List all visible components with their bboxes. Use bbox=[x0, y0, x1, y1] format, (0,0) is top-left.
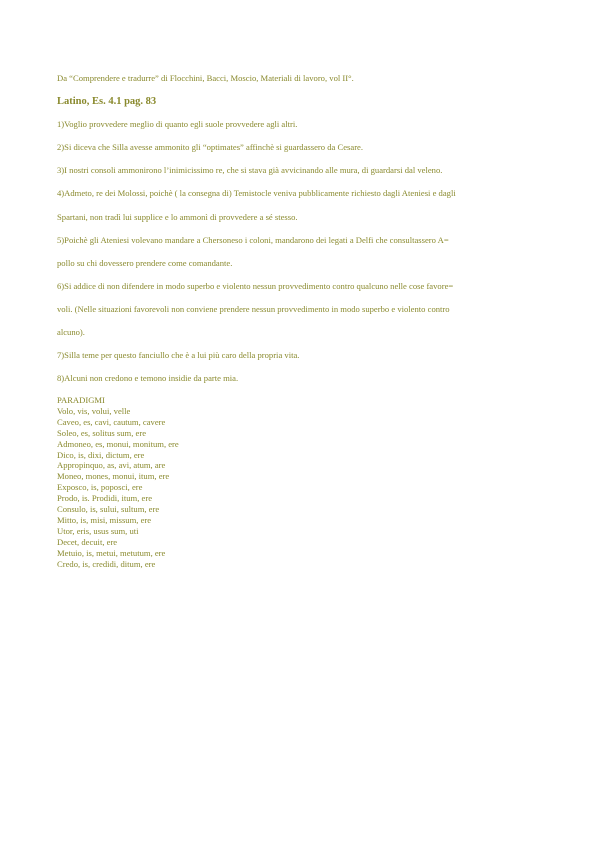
exercise-line: Spartani, non tradì lui supplice e lo ammonì di provvedere a sé stesso. bbox=[57, 212, 298, 222]
exercise-title: Latino, Es. 4.1 pag. 83 bbox=[57, 96, 157, 107]
paradigmi-list bbox=[57, 395, 179, 570]
paradigm-item: Mitto, is, misi, missum, ere bbox=[57, 514, 152, 525]
paradigm-item: Volo, vis, volui, velle bbox=[57, 405, 131, 416]
paradigm-item: Prodo, is. Prodidi, itum, ere bbox=[57, 493, 153, 504]
paradigmi-heading: PARADIGMI bbox=[57, 395, 105, 405]
exercise-line: 3)I nostri consoli ammonirono l’inimicissimo re, che si stava già avvicinando alle mura, di guardarsi dal veleno. bbox=[57, 165, 443, 175]
paradigm-item: Admoneo, es, monui, monitum, ere bbox=[57, 438, 179, 449]
paradigm-item: Utor, eris, usus sum, uti bbox=[57, 525, 139, 536]
exercise-line: 8)Alcuni non credono e temono insidie da parte mia. bbox=[57, 373, 239, 383]
paradigm-item: Credo, is, credidi, ditum, ere bbox=[57, 558, 156, 569]
paradigm-item: Consulo, is, sului, sultum, ere bbox=[57, 504, 160, 515]
paradigm-item: Caveo, es, cavi, cautum, cavere bbox=[57, 416, 166, 427]
paradigm-item: Moneo, mones, monui, itum, ere bbox=[57, 471, 170, 482]
exercise-line: 4)Admeto, re dei Molossi, poichè ( la consegna di) Temistocle veniva pubblicamente richiesto dagli Ateniesi e dagli bbox=[57, 188, 456, 198]
exercise-line: 1)Voglio provvedere meglio di quanto egli suole provvedere agli altri. bbox=[57, 119, 298, 129]
paradigm-item: Dico, is, dixi, dictum, ere bbox=[57, 449, 145, 460]
paradigm-item: Metuio, is, metui, metutum, ere bbox=[57, 547, 166, 558]
paradigm-item: Soleo, es, solitus sum, ere bbox=[57, 427, 147, 438]
exercise-line: 2)Si diceva che Silla avesse ammonito gli “optimates” affinchè si guardassero da Cesare. bbox=[57, 142, 364, 152]
paradigm-item: Appropinquo, as, avi, atum, are bbox=[57, 460, 166, 471]
paradigm-item: Exposco, is, poposci, ere bbox=[57, 482, 143, 493]
exercise-line: 6)Si addice di non difendere in modo superbo e violento nessun provvedimento contro qualcuno nelle cose favore= bbox=[57, 281, 454, 291]
exercise-line: pollo su chi dovessero prendere come comandante. bbox=[57, 258, 233, 268]
exercise-line: alcuno). bbox=[57, 327, 85, 337]
exercise-line: 5)Poichè gli Ateniesi volevano mandare a Chersoneso i coloni, mandarono dei legati a Delfi che consultassero A= bbox=[57, 235, 449, 245]
paradigm-item: Decet, decuit, ere bbox=[57, 536, 118, 547]
exercise-line: voli. (Nelle situazioni favorevoli non conviene prendere nessun provvedimento in modo superbo e violento contro bbox=[57, 304, 450, 314]
source-reference: Da “Comprendere e tradurre” di Flocchini, Bacci, Moscio, Materiali di lavoro, vol II°. bbox=[57, 73, 354, 83]
exercise-line: 7)Silla teme per questo fanciullo che è a lui più caro della propria vita. bbox=[57, 350, 300, 360]
